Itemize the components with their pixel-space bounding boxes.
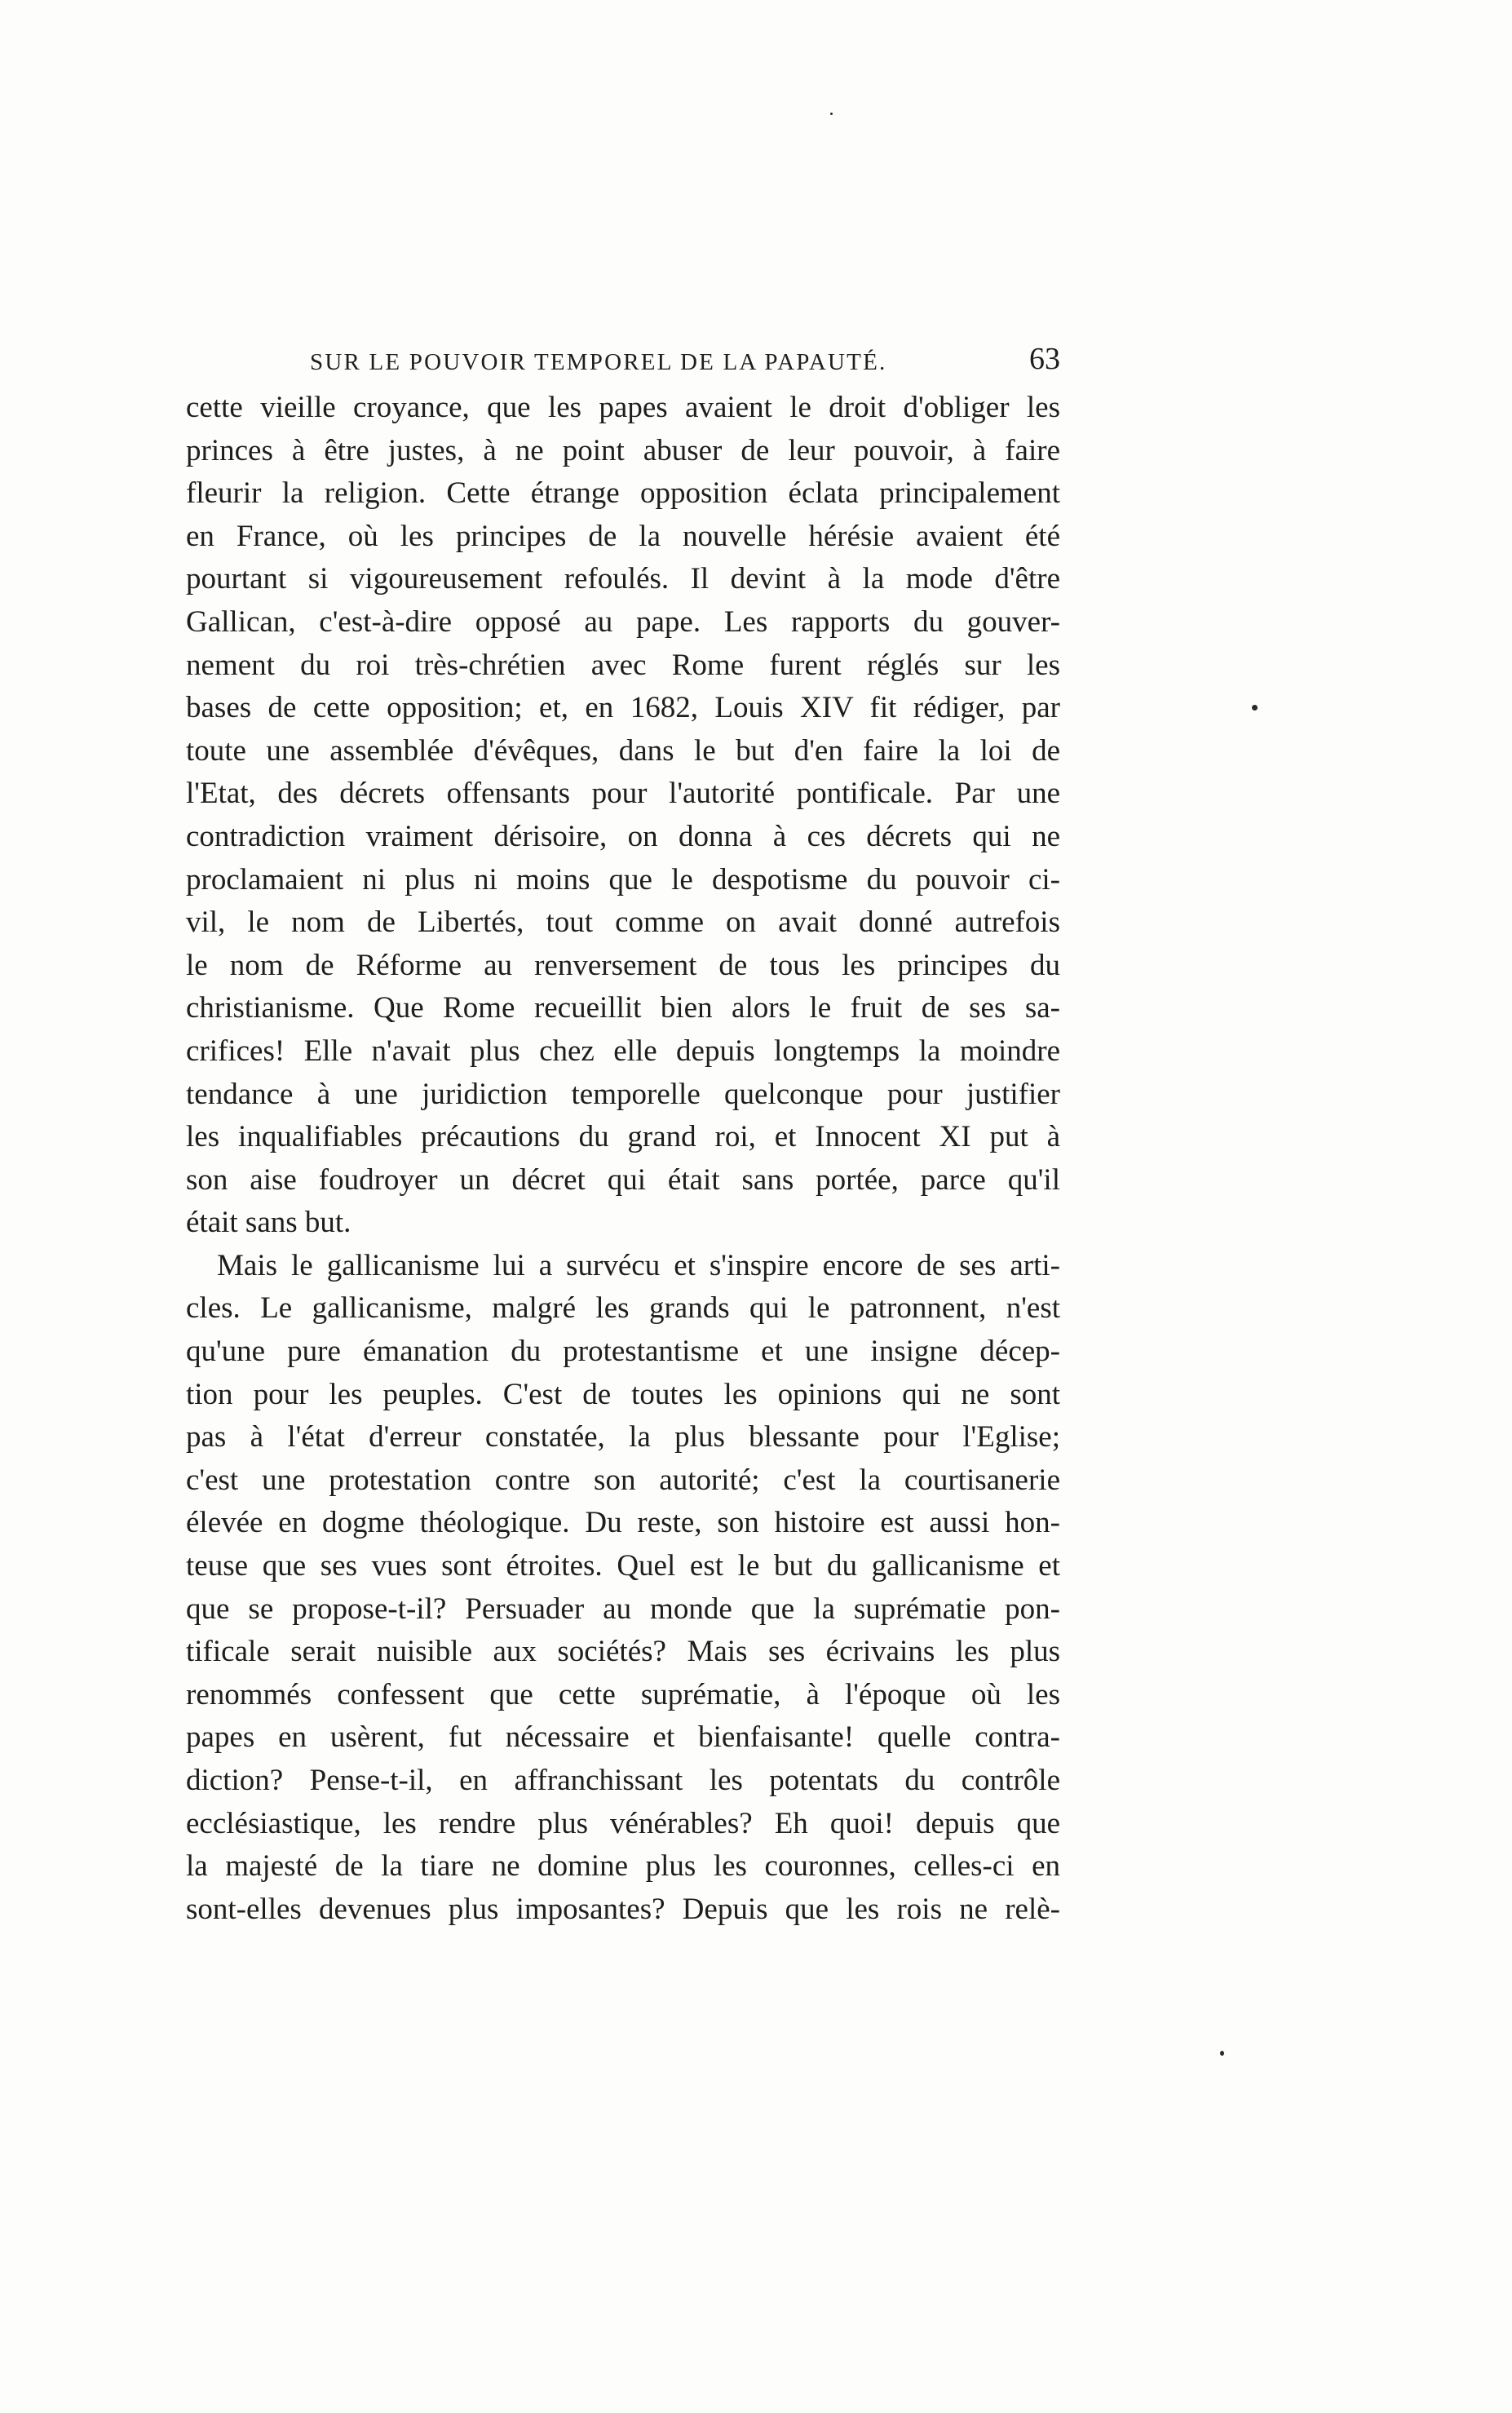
text-line: était sans but.	[186, 1206, 351, 1240]
text-line: toute une assemblée d'évêques, dans le but d'en faire la loi de	[186, 733, 1060, 768]
text-line: Gallican, c'est-à-dire opposé au pape. Les rapports du gouver-	[186, 604, 1060, 639]
text-line: élevée en dogme théologique. Du reste, son histoire est aussi hon-	[186, 1506, 1060, 1540]
text-line: son aise foudroyer un décret qui était sans portée, parce qu'il	[186, 1162, 1060, 1197]
text-line: Mais le gallicanisme lui a survécu et s'inspire encore de ses arti-	[217, 1248, 1060, 1282]
text-line: christianisme. Que Rome recueillit bien alors le fruit de ses sa-	[186, 991, 1060, 1025]
text-line: bases de cette opposition; et, en 1682, Louis XIV fit rédiger, par	[186, 691, 1060, 725]
text-line: ecclésiastique, les rendre plus vénérables? Eh quoi! depuis que	[186, 1806, 1060, 1840]
ink-speck	[1252, 705, 1258, 711]
text-line: contradiction vraiment dérisoire, on donna à ces décrets qui ne	[186, 819, 1060, 853]
text-line: pourtant si vigoureusement refoulés. Il devint à la mode d'être	[186, 562, 1060, 596]
text-line: teuse que ses vues sont étroites. Quel est le but du gallicanisme et	[186, 1549, 1060, 1583]
text-line: proclamaient ni plus ni moins que le despotisme du pouvoir ci-	[186, 862, 1060, 897]
text-line: fleurir la religion. Cette étrange opposition éclata principalement	[186, 476, 1060, 511]
text-line: tendance à une juridiction temporelle quelconque pour justifier	[186, 1077, 1060, 1111]
text-line: princes à être justes, à ne point abuser de leur pouvoir, à faire	[186, 433, 1060, 467]
text-line: cette vieille croyance, que les papes avaient le droit d'obliger les	[186, 391, 1060, 424]
text-line: renommés confessent que cette suprématie, à l'époque où les	[186, 1677, 1060, 1711]
text-line: diction? Pense-t-il, en affranchissant les potentats du contrôle	[186, 1764, 1060, 1797]
text-line: crifices! Elle n'avait plus chez elle depuis longtemps la moindre	[186, 1034, 1060, 1068]
running-title: SUR LE POUVOIR TEMPOREL DE LA PAPAUTÉ.	[310, 349, 887, 375]
page-number: 63	[1029, 342, 1060, 376]
text-line: nement du roi très-chrétien avec Rome furent réglés sur les	[186, 648, 1060, 682]
text-line: c'est une protestation contre son autorité; c'est la courtisanerie	[186, 1463, 1060, 1497]
text-line: pas à l'état d'erreur constatée, la plus blessante pour l'Eglise;	[186, 1420, 1060, 1454]
text-line: tificale serait nuisible aux sociétés? Mais ses écrivains les plus	[186, 1635, 1060, 1669]
text-line: les inqualifiables précautions du grand roi, et Innocent XI put à	[186, 1120, 1060, 1154]
text-line: la majesté de la tiare ne domine plus les couronnes, celles-ci en	[186, 1849, 1060, 1884]
ink-speck	[1220, 2051, 1224, 2056]
text-line: que se propose-t-il? Persuader au monde que la suprématie pon-	[186, 1592, 1060, 1626]
text-line: tion pour les peuples. C'est de toutes les opinions qui ne sont	[186, 1377, 1060, 1411]
page-header	[310, 341, 1060, 382]
text-line: vil, le nom de Libertés, tout comme on avait donné autrefois	[186, 905, 1060, 940]
body-text	[186, 387, 1060, 1931]
text-line: le nom de Réforme au renversement de tous les principes du	[186, 948, 1060, 982]
text-line: papes en usèrent, fut nécessaire et bienfaisante! quelle contra-	[186, 1720, 1060, 1755]
text-line: sont-elles devenues plus imposantes? Depuis que les rois ne relè-	[186, 1892, 1060, 1926]
text-line: cles. Le gallicanisme, malgré les grands qui le patronnent, n'est	[186, 1291, 1060, 1326]
text-line: qu'une pure émanation du protestantisme et une insigne décep-	[186, 1335, 1060, 1369]
text-line: en France, où les principes de la nouvelle hérésie avaient été	[186, 519, 1060, 553]
text-line: l'Etat, des décrets offensants pour l'autorité pontificale. Par une	[186, 777, 1060, 811]
ink-speck	[830, 113, 833, 115]
